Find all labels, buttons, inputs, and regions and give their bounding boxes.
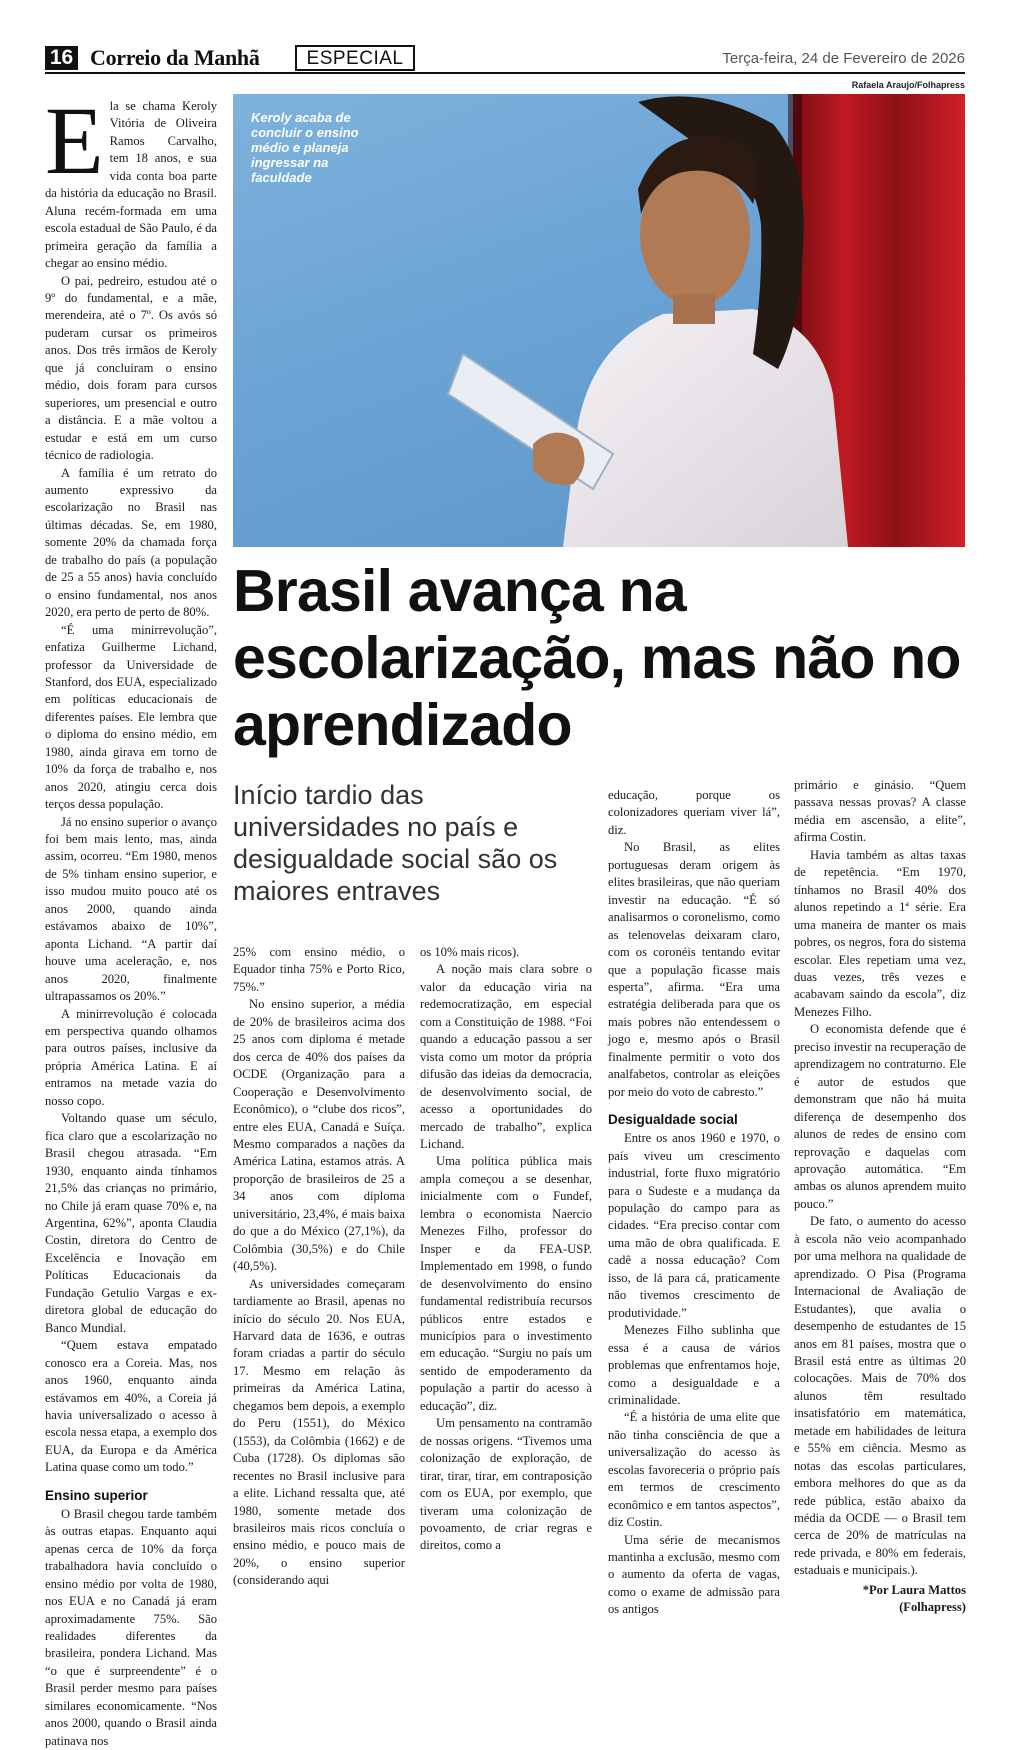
paragraph: Uma série de mecanismos mantinha a exclusão, mesmo com o aumento da oferta de vagas, como o exame de admissão para os antigos <box>608 1532 780 1617</box>
paragraph: “É a história de uma elite que não tinha consciência de que a universalização do acesso às escolas favoreceria o próprio país em termos de crescimento econômico e em tantos aspectos”, diz Costin. <box>608 1410 780 1530</box>
section-heading: Ensino superior <box>45 1487 148 1503</box>
section-label: ESPECIAL <box>295 45 415 71</box>
section-heading: Desigualdade social <box>608 1112 738 1128</box>
paragraph: educação, porque os colonizadores queriam viver lá”, diz. <box>608 788 780 837</box>
photo-credit: Rafaela Araujo/Folhapress <box>851 80 965 90</box>
paragraph: Ela se chama Keroly Vitória de Oliveira Ramos Carvalho, tem 18 anos, e sua vida conta boa parte da história da educação no Brasil. Aluna recém-formada em uma escola estadual de São Paulo, é da primeira geração da família a chegar ao ensino médio. <box>45 87 217 271</box>
page-number: 16 <box>45 46 78 70</box>
paragraph: Entre os anos 1960 e 1970, o país viveu um crescimento industrial, forte fluxo migratório para o Sudeste e a mudança da população do campo para as cidades. “Era preciso contar com uma mão de obra qualificada. E cadê a nossa educação? Com isso, de lá para cá, praticamente não tivemos crescimento de produtividade.” <box>608 1131 780 1320</box>
headline: Brasil avança na escolarização, mas não no aprendizado <box>233 558 961 758</box>
paragraph: primário e ginásio. “Quem passava nessas provas? A classe média em ascensão, a elite”, afirma Costin. <box>794 778 966 845</box>
paragraph: “É uma minirrevolução”, enfatiza Guilherme Lichand, professor da Universidade de Stanford, dos EUA, especializado em políticas educacionais de diferentes países. Ele lembra que o diploma do ensino médio, em 1980, ainda girava em torno de 10% da força de trabalho e, nos anos 2020, atingiu cerca dois terços dessa população. <box>45 622 217 812</box>
article-column-5 <box>794 777 966 1617</box>
paragraph: Menezes Filho sublinha que essa é a causa de vários problemas que enfrentamos hoje, como a desigualdade e a criminalidade. <box>608 1323 780 1407</box>
paragraph: No Brasil, as elites portuguesas deram origem às elites brasileiras, que não queriam investir na educação. “É só analisarmos o coronelismo, como as telenovelas deixaram claro, com os coronéis tentando evitar que a população ficasse mais esperta”, afirma. “Era uma estratégia deliberada para que os mais pobres não entendessem o jogo e, mesmo após o Brasil finalmente permitir o voto dos analfabetos, controlar as eleições por meio do voto de cabresto.” <box>608 840 780 1099</box>
paragraph: A minirrevolução é colocada em perspectiva quando olhamos para outros países, inclusive da própria América Latina. E aí entramos na metade vazia do nosso copo. <box>45 1006 217 1108</box>
paragraph: No ensino superior, a média de 20% de brasileiros acima dos 25 anos com diploma é metade dos cerca de 40% dos países da OCDE (Organização para a Cooperação e Desenvolvimento Econômico), o “clube dos ricos”, entre eles EUA, Canadá e Suíça. Mesmo comparados a nações da América Latina, estamos atrás. A proporção de brasileiros de 25 a 34 anos com diploma universitário, 23,4%, é mais baixa do que a do México (27,1%), da Colômbia (30,5%) e do Chile (40,5%). <box>233 997 405 1274</box>
paragraph: Uma política pública mais ampla começou a se desenhar, inicialmente com o Fundef, lembra o economista Naercio Menezes Filho, professor do Insper e da FEA-USP. Implementado em 1998, o fundo de desenvolvimento do ensino fundamental redistribuía recursos públicos entre estados e municípios para o investimento em educação. “Surgiu no país um sentido de empoderamento da população a partir do acesso à educação”, diz. <box>420 1154 592 1413</box>
drop-cap: E <box>45 87 104 194</box>
photo-caption: Keroly acaba de concluir o ensino médio e planeja ingressar na faculdade <box>251 110 359 185</box>
paragraph: A família é um retrato do aumento expressivo da escolarização no Brasil nas últimas décadas. Se, em 1980, somente 20% da chamada força de trabalho do país (a população de 25 a 55 anos) havia concluído o ensino fundamental, nos anos 2020, era perto de perto de 80%. <box>45 465 217 620</box>
paragraph: A noção mais clara sobre o valor da educação viria na redemocratização, em especial com a Constituição de 1988. “Foi quando a educação passou a ser vista como um motor da própria difusão das ideias da democracia, de desenvolvimento social, de acesso a oportunidades do mercado de trabalho”, explica Lichand. <box>420 962 592 1151</box>
paragraph: 25% com ensino médio, o Equador tinha 75% e Porto Rico, 75%.” <box>233 945 405 994</box>
author-agency: (Folhapress) <box>899 1600 966 1615</box>
paragraph: Havia também as altas taxas de repetência. “Em 1970, tínhamos no Brasil 40% dos alunos repetindo a 1ª série. Era uma maneira de manter os mais pobres, os negros, fora do sistema escolar. Eles repetiam uma vez, duas vezes, três vezes e acabavam saindo da escola”, diz Menezes Filho. <box>794 847 966 1019</box>
author-signature <box>794 1582 966 1617</box>
paragraph: Um pensamento na contramão de nossas origens. “Tivemos uma colonização de exploração, de tirar, tirar, tirar, em contraposição com os EUA, por exemplo, que tiveram uma colonização de povoamento, de criar regras e direitos, como a <box>420 1416 592 1553</box>
article-column-1 <box>45 87 217 1750</box>
paragraph: “Quem estava empatado conosco era a Coreia. Mas, nos anos 1960, enquanto ainda estávamos em 40%, a Coreia já havia universalizado o acesso à escola nessa etapa, a exemplo dos EUA, da Europa e da América Latina quase como um todo.” <box>45 1338 217 1475</box>
masthead: Correio da Manhã <box>90 45 260 70</box>
article-column-2 <box>233 944 405 1590</box>
paragraph: O Brasil chegou tarde também às outras etapas. Enquanto aqui apenas cerca de 10% da força trabalhadora havia concluído o ensino médio por volta de 1980, nos EUA e no Canadá já eram aproximadamente 75%. São realidades diferentes da brasileira, pondera Lichand. Mas “o que é surpreendente” é o Brasil perder mesmo para países similares economicamente. “Nos anos 2000, quando o Brasil ainda patinava nos <box>45 1506 217 1748</box>
article-photo <box>233 94 965 547</box>
header-rule <box>45 72 965 74</box>
paragraph: De fato, o aumento do acesso à escola não veio acompanhado por uma melhora na qualidade de aprendizado. O Pisa (Programa Internacional de Avaliação de Estudantes), que avalia o desempenho de estudantes de 15 anos em 81 países, mostra que o Brasil está entre as últimas 20 colocações. Mais de 70% dos alunos têm resultado insatisfatório em matemática, metade em habilidades de leitura e 55% em ciência. Mesmo as notas das escolas particulares, embora melhores do que as da rede pública, estão abaixo da média da OCDE — o Brasil tem cerca de 20% de matrículas na rede privada, e 80% em federais, estaduais e municipais.). <box>794 1214 966 1578</box>
paragraph: As universidades começaram tardiamente ao Brasil, apenas no início do século 20. Nos EUA, Harvard data de 1636, e outras foram criadas a partir do século 17. Mesmo em relação às primeiras da América Latina, chegamos bem depois, a exemplo do Peru (1551), do México (1553), da Colômbia (1662) e de Cuba (1728). Os diplomas são recentes no Brasil inclusive para a elite. Lichand ressalta que, até 1980, somente metade dos brasileiros mais ricos concluía o ensino médio, e pouco mais de 20%, o ensino superior (considerando aqui <box>233 1276 405 1588</box>
paragraph: os 10% mais ricos). <box>420 945 520 959</box>
paragraph: Voltando quase um século, fica claro que a escolarização no Brasil chegou atrasada. “Em 1930, enquanto ainda tínhamos 21,5% das crianças no primário, no Chile já eram quase 70% e, na Argentina, 62%”, aponta Claudia Costin, diretora do Centro de Excelência e Inovação em Políticas Educacionais da Fundação Getulio Vargas e ex-diretora global de educação do Banco Mundial. <box>45 1111 217 1335</box>
paragraph: Já no ensino superior o avanço foi bem mais lento, mas, ainda assim, ocorreu. “Em 1980, menos de 5% tinham ensino superior, e isso mudou muito pouco até os anos 2000, quando ainda estávamos abaixo de 10%”, aponta Lichand. “A partir daí houve uma aceleração, e, nos anos 2020, finalmente ultrapassamos os 20%.” <box>45 814 217 1004</box>
article-column-4 <box>608 787 780 1619</box>
subheadline: Início tardio das universidades no país e desigualdade social são os maiores entraves <box>233 780 558 906</box>
article-column-3 <box>420 944 592 1555</box>
author-name: *Por Laura Mattos <box>862 1582 966 1597</box>
paragraph: O economista defende que é preciso investir na recuperação de aprendizagem no contraturno. Ele é autor de estudos que demonstram que não há muita diferença de desempenho dos alunos de redes de ensino com reprovação e daquelas com aprovação automática. “Em ambas os alunos aprendem muito pouco.” <box>794 1022 966 1211</box>
issue-date: Terça-feira, 24 de Fevereiro de 2026 <box>722 50 965 67</box>
paragraph: O pai, pedreiro, estudou até o 9º do fundamental, e a mãe, merendeira, até o 7º. Os avós só puderam cursar os primeiros anos. Dos três irmãos de Keroly que já concluíram o ensino médio, dois foram para cursos superiores, um presencial e outro a distância. E a mãe voltou a estudar e está em um curso técnico de radiologia. <box>45 273 217 463</box>
